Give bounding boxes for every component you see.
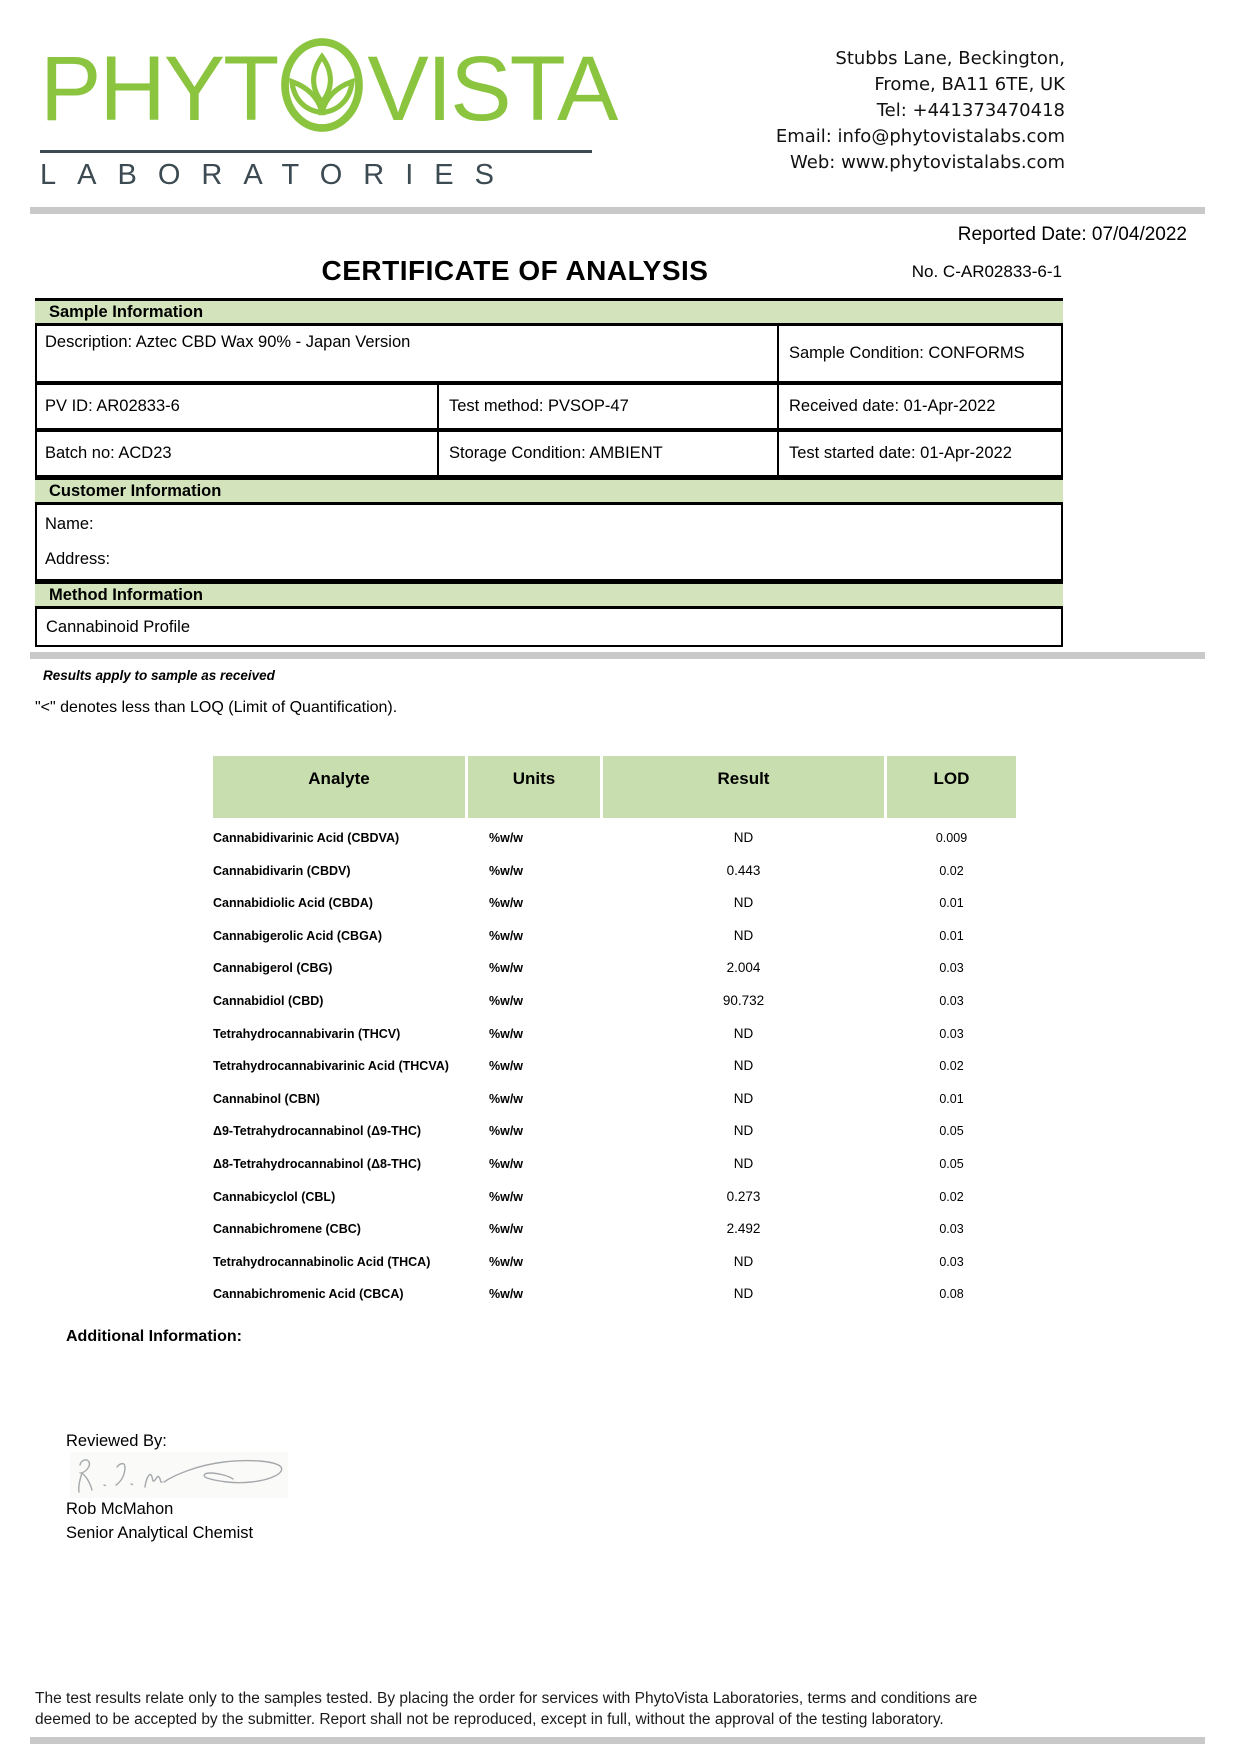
table-row: [213, 1278, 1016, 1311]
result-value: ND: [733, 1090, 754, 1106]
loq-note: "<" denotes less than LOQ (Limit of Quantification).: [35, 699, 398, 716]
signature-image: [70, 1452, 288, 1498]
lod-value: 0.01: [939, 928, 964, 943]
analyte-name: Cannabidiol (CBD): [213, 993, 324, 1008]
table-row: [213, 1246, 1016, 1279]
reviewer-name: Rob McMahon: [66, 1500, 174, 1518]
table-row: [213, 985, 1016, 1018]
contact-address-line1: Stubbs Lane, Beckington,: [835, 48, 1065, 69]
sample-batch-row: [35, 430, 1063, 477]
result-value: ND: [733, 895, 754, 911]
results-apply-note: Results apply to sample as received: [43, 668, 275, 683]
units-value: %w/w: [489, 1059, 524, 1074]
section-divider: [30, 652, 1205, 659]
analyte-name: Tetrahydrocannabivarin (THCV): [213, 1026, 401, 1041]
table-row: [213, 1148, 1016, 1181]
batch-no: Batch no: ACD23: [37, 432, 439, 475]
received-date: Received date: 01-Apr-2022: [789, 397, 996, 415]
result-value: ND: [733, 1025, 754, 1041]
customer-address-label: Address:: [45, 550, 111, 568]
lod-value: 0.03: [939, 993, 964, 1008]
lod-value: 0.02: [939, 1059, 964, 1074]
analyte-name: Cannabicyclol (CBL): [213, 1189, 336, 1204]
lod-value: 0.01: [939, 1091, 964, 1106]
table-row: [213, 887, 1016, 920]
info-sections: [35, 298, 1063, 647]
analyte-name: Cannabidivarinic Acid (CBDVA): [213, 831, 400, 845]
logo-text-part1: PHYT: [40, 38, 278, 140]
analyte-name: Cannabigerolic Acid (CBGA): [213, 928, 382, 943]
pv-id: PV ID: AR02833-6: [37, 385, 439, 428]
analyte-name: Cannabinol (CBN): [213, 1091, 320, 1106]
contact-web: Web: www.phytovistalabs.com: [790, 152, 1065, 173]
analyte-name: Tetrahydrocannabinolic Acid (THCA): [213, 1254, 431, 1269]
lod-value: 0.03: [939, 1222, 964, 1237]
result-value: ND: [733, 1286, 754, 1302]
table-row: [213, 1181, 1016, 1214]
header-analyte: Analyte: [213, 756, 465, 818]
logo-subtitle: LABORATORIES: [40, 159, 515, 191]
lod-value: 0.03: [939, 1254, 964, 1269]
units-value: %w/w: [489, 1026, 524, 1041]
results-table-header: [213, 756, 1016, 818]
result-value: 2.492: [726, 1221, 761, 1237]
analyte-name: Tetrahydrocannabivarinic Acid (THCVA): [213, 1059, 449, 1074]
sample-description: Description: Aztec CBD Wax 90% - Japan Version: [37, 326, 779, 381]
units-value: %w/w: [489, 1156, 524, 1171]
units-value: %w/w: [489, 831, 524, 845]
footer-disclaimer: [35, 1688, 1200, 1730]
reported-date: Reported Date: 07/04/2022: [957, 224, 1187, 245]
lab-contact-block: [585, 46, 1065, 176]
logo-divider: [40, 150, 592, 153]
report-number: No. C-AR02833-6-1: [911, 262, 1062, 281]
table-row: [213, 855, 1016, 888]
result-value: 2.004: [726, 960, 761, 976]
lod-value: 0.03: [939, 1026, 964, 1041]
units-value: %w/w: [489, 1189, 524, 1204]
footer-line2: deemed to be accepted by the submitter. Report shall not be reproduced, except in full, without the approval of the testing laboratory.: [35, 1711, 944, 1728]
reviewer-title: Senior Analytical Chemist: [66, 1524, 254, 1542]
header-result: Result: [603, 756, 884, 818]
footer-line1: The test results relate only to the samples tested. By placing the order for services with PhytoVista Laboratories, terms and conditions are: [35, 1690, 978, 1707]
customer-information-header: [35, 477, 1063, 505]
units-value: %w/w: [489, 993, 524, 1008]
page-title: CERTIFICATE OF ANALYSIS: [321, 255, 709, 286]
units-value: %w/w: [489, 1287, 524, 1302]
contact-email: Email: info@phytovistalabs.com: [775, 126, 1065, 147]
sample-ids-row: [35, 383, 1063, 430]
contact-address-line2: Frome, BA11 6TE, UK: [874, 74, 1065, 95]
sample-condition: Sample Condition: CONFORMS: [789, 344, 1025, 362]
contact-tel: Tel: +441373470418: [876, 100, 1065, 121]
phytovista-logo: [40, 30, 617, 192]
result-value: 0.273: [726, 1188, 761, 1204]
table-row: [213, 1115, 1016, 1148]
sample-description-row: [35, 326, 1063, 383]
lod-value: 0.05: [939, 1156, 964, 1171]
lod-value: 0.02: [939, 863, 964, 878]
cannabinoid-results-table: [213, 756, 1016, 1311]
result-value: ND: [733, 1058, 754, 1074]
results-rows: [213, 822, 1016, 1311]
test-started-date: Test started date: 01-Apr-2022: [789, 444, 1012, 462]
units-value: %w/w: [489, 961, 524, 976]
additional-information-label: Additional Information:: [66, 1328, 242, 1345]
header-lod: LOD: [887, 756, 1016, 818]
storage-condition: Storage Condition: AMBIENT: [439, 432, 779, 475]
result-value: ND: [733, 1155, 754, 1171]
analyte-name: Cannabidivarin (CBDV): [213, 863, 351, 878]
units-value: %w/w: [489, 1222, 524, 1237]
analyte-name: Cannabidiolic Acid (CBDA): [213, 896, 373, 911]
sample-information-title: Sample Information: [49, 302, 204, 321]
result-value: 0.443: [726, 862, 761, 878]
sample-information-header: [35, 298, 1063, 326]
units-value: %w/w: [489, 896, 524, 911]
analyte-name: Cannabichromenic Acid (CBCA): [213, 1287, 404, 1302]
reviewed-by-label: Reviewed By:: [66, 1432, 167, 1450]
method-information-block: [35, 609, 1063, 647]
analyte-name: Δ9-Tetrahydrocannabinol (Δ9-THC): [213, 1124, 422, 1139]
result-value: ND: [733, 830, 754, 845]
table-row: [213, 920, 1016, 953]
logo-wordmark: [40, 30, 617, 148]
table-row: [213, 1050, 1016, 1083]
lod-value: 0.02: [939, 1189, 964, 1204]
method-information-header: [35, 581, 1063, 609]
units-value: %w/w: [489, 1254, 524, 1269]
footer-divider: [30, 1737, 1205, 1744]
leaf-logo-icon: [279, 36, 365, 149]
header-divider: [30, 207, 1205, 214]
test-method: Test method: PVSOP-47: [439, 385, 779, 428]
method-information-title: Method Information: [49, 585, 203, 604]
table-row: [213, 952, 1016, 985]
method-name: Cannabinoid Profile: [46, 617, 191, 636]
customer-information-block: [35, 505, 1063, 581]
units-value: %w/w: [489, 928, 524, 943]
units-value: %w/w: [489, 1124, 524, 1139]
customer-information-title: Customer Information: [49, 481, 222, 500]
header-units: Units: [468, 756, 600, 818]
lod-value: 0.05: [939, 1124, 964, 1139]
logo-text-part2: VISTA: [367, 38, 617, 140]
lod-value: 0.03: [939, 961, 964, 976]
analyte-name: Δ8-Tetrahydrocannabinol (Δ8-THC): [213, 1156, 422, 1171]
customer-name-label: Name:: [45, 515, 94, 533]
units-value: %w/w: [489, 863, 524, 878]
analyte-name: Cannabigerol (CBG): [213, 961, 333, 976]
table-row: [213, 1018, 1016, 1051]
lod-value: 0.08: [939, 1287, 964, 1302]
lod-value: 0.01: [939, 896, 964, 911]
analyte-name: Cannabichromene (CBC): [213, 1222, 361, 1237]
units-value: %w/w: [489, 1091, 524, 1106]
lod-value: 0.009: [935, 831, 968, 845]
result-value: ND: [733, 1123, 754, 1139]
result-value: ND: [733, 1253, 754, 1269]
table-row: [213, 1213, 1016, 1246]
result-value: 90.732: [722, 992, 765, 1008]
table-row: [213, 1083, 1016, 1116]
result-value: ND: [733, 927, 754, 943]
table-row: [213, 822, 1016, 855]
